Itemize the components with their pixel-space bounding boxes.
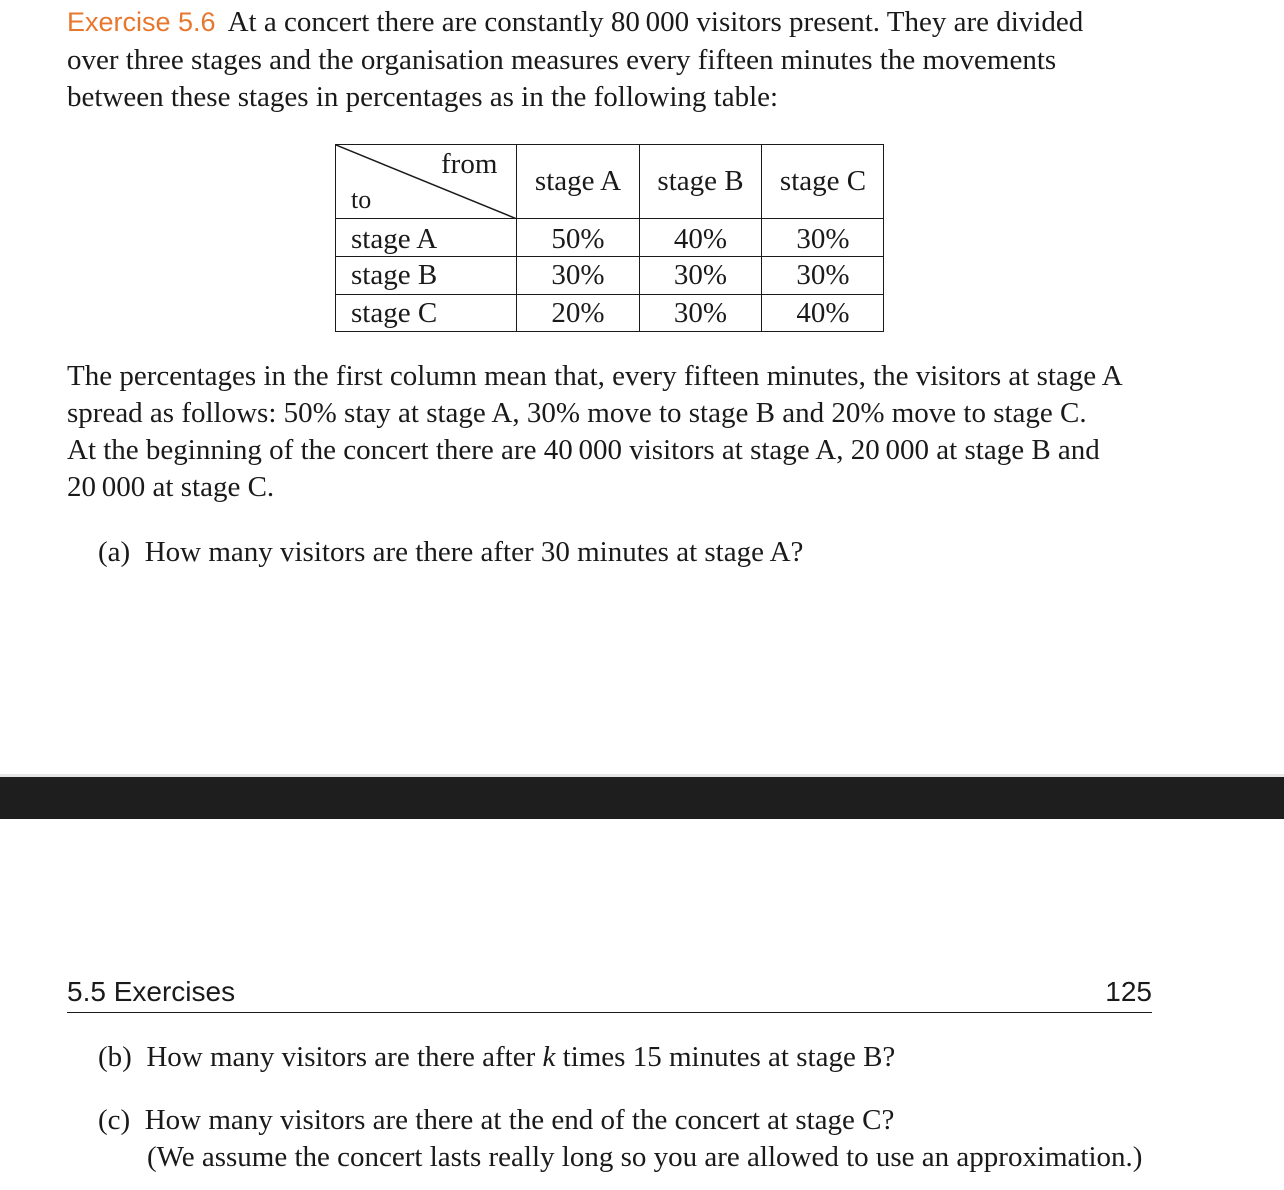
question-c-note: (We assume the concert lasts really long so you are allowed to use an approximation.) xyxy=(147,1141,1143,1173)
question-b-label: (b) xyxy=(98,1041,132,1073)
question-a-label: (a) xyxy=(98,536,131,568)
table-cell: 20% xyxy=(551,297,605,329)
page-break-band xyxy=(0,777,1284,819)
exercise-intro-line-1: Exercise 5.6 At a concert there are constantly 80 000 visitors present. They are divided xyxy=(67,6,1084,38)
explanation-line-1: The percentages in the first column mean that, every fifteen minutes, the visitors at stage A xyxy=(67,360,1123,392)
footer-rule xyxy=(67,1012,1152,1013)
transition-table xyxy=(335,144,884,332)
exercise-intro-line-2: over three stages and the organisation measures every fifteen minutes the movements xyxy=(67,44,1057,76)
table-cell: 30% xyxy=(673,259,728,291)
row-label-stage-c: stage C xyxy=(351,297,438,329)
column-header-stage-a: stage A xyxy=(534,165,622,197)
question-c xyxy=(98,1106,894,1135)
table-cell: 40% xyxy=(796,297,850,329)
explanation-line-2: spread as follows: 50% stay at stage A, 30% move to stage B and 20% move to stage C. xyxy=(67,397,1087,429)
table-cell: 50% xyxy=(551,223,605,255)
question-b: (b) How many visitors are there after k times 15 minutes at stage B? xyxy=(98,1041,896,1073)
footer-page-number: 125 xyxy=(1105,976,1152,1007)
row-label-stage-a: stage A xyxy=(351,223,438,255)
table-divider xyxy=(336,218,883,219)
row-label-stage-b: stage B xyxy=(351,259,438,291)
question-a-text: How many visitors are there after 30 minutes at stage A? xyxy=(144,536,804,568)
variable-k: k xyxy=(542,1041,556,1073)
exercise-label: Exercise 5.6 xyxy=(67,7,216,37)
question-a xyxy=(98,538,803,567)
exercise-intro-line-3: between these stages in percentages as in the following table: xyxy=(67,81,779,113)
table-cell: 30% xyxy=(551,259,605,291)
table-cell: 30% xyxy=(796,259,850,291)
explanation-line-3: At the beginning of the concert there are 40 000 visitors at stage A, 20 000 at stage B and xyxy=(67,434,1100,466)
corner-to-label: to xyxy=(351,185,372,214)
column-header-stage-c: stage C xyxy=(779,165,867,197)
corner-from-label: from xyxy=(441,148,498,180)
table-cell: 40% xyxy=(673,223,728,255)
table-cell: 30% xyxy=(796,223,850,255)
footer-section-title: 5.5 Exercises xyxy=(67,976,236,1007)
table-cell: 30% xyxy=(673,297,728,329)
question-c-text: How many visitors are there at the end of the concert at stage C? xyxy=(144,1104,895,1136)
table-divider xyxy=(336,256,883,257)
table-divider xyxy=(336,294,883,295)
column-header-stage-b: stage B xyxy=(657,165,744,197)
explanation-line-4: 20 000 at stage C. xyxy=(67,471,275,503)
question-c-label: (c) xyxy=(98,1104,131,1136)
